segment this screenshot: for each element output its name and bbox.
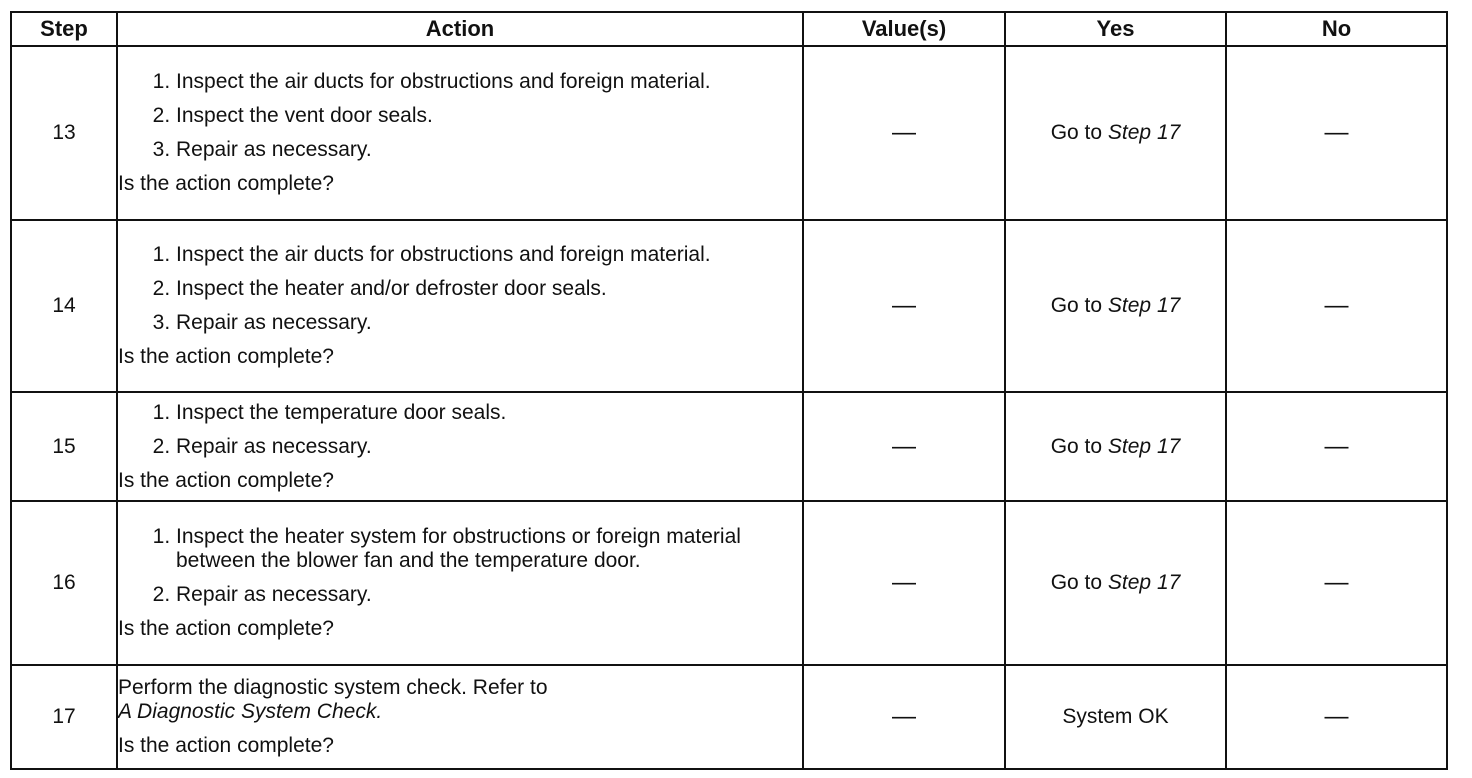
table-row — [11, 501, 1447, 665]
no-cell: — — [1226, 665, 1447, 769]
action-item: 1. Inspect the heater system for obstructions or foreign material between the blower fan and the temperature door. — [176, 525, 802, 573]
action-list — [118, 525, 802, 607]
action-cell — [117, 220, 803, 392]
step-link[interactable]: Step 17 — [1107, 571, 1181, 594]
value-cell: — — [803, 220, 1005, 392]
yes-prefix: Go to — [1050, 294, 1103, 317]
action-list — [118, 243, 802, 335]
note-text: Perform the diagnostic system check. Refer to — [118, 676, 548, 699]
action-item: 1. Inspect the air ducts for obstructions and foreign material. — [176, 70, 802, 94]
action-question: Is the action complete? — [118, 172, 334, 195]
step-number: 16 — [11, 501, 117, 665]
yes-cell — [1005, 46, 1226, 220]
action-list — [118, 401, 802, 459]
header-action: Action — [117, 12, 803, 46]
table-row — [11, 46, 1447, 220]
action-cell — [117, 46, 803, 220]
action-item: 3. Repair as necessary. — [176, 311, 802, 335]
header-row — [11, 12, 1447, 46]
no-cell: — — [1226, 392, 1447, 501]
no-cell: — — [1226, 501, 1447, 665]
action-question: Is the action complete? — [118, 468, 334, 492]
value-cell: — — [803, 392, 1005, 501]
yes-prefix: Go to — [1050, 121, 1103, 144]
yes-cell — [1005, 501, 1226, 665]
action-item: 2. Inspect the vent door seals. — [176, 104, 802, 128]
value-cell: — — [803, 665, 1005, 769]
header-yes: Yes — [1005, 12, 1226, 46]
action-item: 2. Repair as necessary. — [176, 583, 802, 607]
action-cell — [117, 501, 803, 665]
yes-result: System OK — [1062, 705, 1169, 728]
table-row — [11, 220, 1447, 392]
header-values: Value(s) — [803, 12, 1005, 46]
header-no: No — [1226, 12, 1447, 46]
action-note — [118, 676, 802, 724]
header-step: Step — [11, 12, 117, 46]
action-list — [118, 70, 802, 162]
action-item: 1. Inspect the air ducts for obstructions and foreign material. — [176, 243, 802, 267]
yes-prefix: Go to — [1050, 571, 1103, 594]
action-cell — [117, 392, 803, 501]
step-link[interactable]: Step 17 — [1107, 121, 1181, 144]
step-number: 17 — [11, 665, 117, 769]
yes-cell — [1005, 665, 1226, 769]
table-row — [11, 665, 1447, 769]
action-item: 3. Repair as necessary. — [176, 138, 802, 162]
yes-cell — [1005, 392, 1226, 501]
yes-prefix: Go to — [1050, 434, 1103, 458]
table-row — [11, 392, 1447, 501]
no-cell: — — [1226, 220, 1447, 392]
action-question: Is the action complete? — [118, 345, 334, 368]
action-cell — [117, 665, 803, 769]
value-cell: — — [803, 46, 1005, 220]
step-number: 15 — [11, 392, 117, 501]
action-question: Is the action complete? — [118, 617, 334, 640]
no-cell: — — [1226, 46, 1447, 220]
action-item: 2. Inspect the heater and/or defroster door seals. — [176, 277, 802, 301]
action-item: 1. Inspect the temperature door seals. — [176, 401, 802, 425]
diagnostic-table — [10, 11, 1448, 770]
yes-cell — [1005, 220, 1226, 392]
note-reference-link[interactable]: A Diagnostic System Check. — [118, 700, 383, 723]
step-link[interactable]: Step 17 — [1107, 434, 1181, 458]
step-number: 14 — [11, 220, 117, 392]
step-link[interactable]: Step 17 — [1107, 294, 1181, 317]
action-item: 2. Repair as necessary. — [176, 435, 802, 459]
action-question: Is the action complete? — [118, 734, 334, 757]
step-number: 13 — [11, 46, 117, 220]
value-cell: — — [803, 501, 1005, 665]
